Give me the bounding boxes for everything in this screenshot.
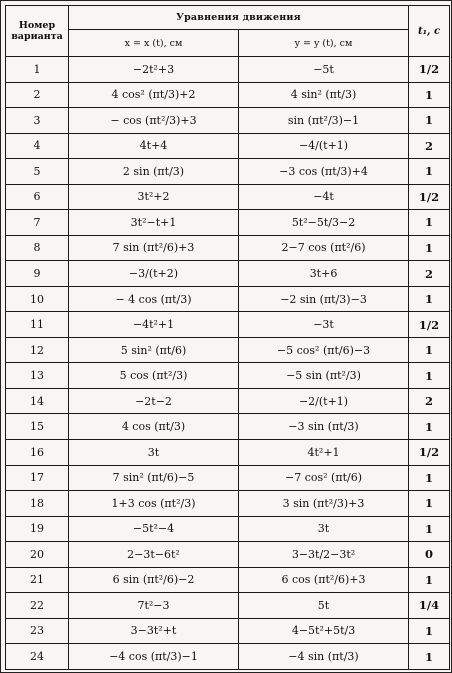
t1-cell: 1 <box>409 465 450 491</box>
table-row <box>6 159 450 185</box>
x-equation-cell: 4 cos² (πt/3)+2 <box>69 82 239 108</box>
t1-cell: 0 <box>409 542 450 568</box>
y-equation-cell: 2−7 cos (πt²/6) <box>239 235 409 261</box>
y-equation-cell: −3 cos (πt/3)+4 <box>239 159 409 185</box>
t1-cell: 1 <box>409 337 450 363</box>
table-row <box>6 210 450 236</box>
y-equation-cell: −4 sin (πt/3) <box>239 644 409 670</box>
variant-number-cell: 17 <box>6 465 69 491</box>
x-equation-cell: 6 sin (πt²/6)−2 <box>69 567 239 593</box>
y-equation-header: y = y (t), см <box>239 30 409 57</box>
t1-cell: 1 <box>409 210 450 236</box>
t1-cell: 1 <box>409 618 450 644</box>
table-row <box>6 57 450 83</box>
y-equation-cell: 5t²−5t/3−2 <box>239 210 409 236</box>
equations-header: Уравнения движения <box>69 6 409 30</box>
t1-cell: 1 <box>409 491 450 517</box>
t1-cell: 1 <box>409 414 450 440</box>
y-equation-cell: −4t <box>239 184 409 210</box>
x-equation-cell: −3/(t+2) <box>69 261 239 287</box>
table-row <box>6 312 450 338</box>
variant-number-cell: 13 <box>6 363 69 389</box>
y-equation-cell: 3 sin (πt²/3)+3 <box>239 491 409 517</box>
t1-header: t₁, с <box>409 6 450 57</box>
variant-number-cell: 23 <box>6 618 69 644</box>
x-equation-cell: −2t−2 <box>69 388 239 414</box>
t1-cell: 1/2 <box>409 312 450 338</box>
table-row <box>6 286 450 312</box>
y-equation-cell: 5t <box>239 593 409 619</box>
variant-number-cell: 19 <box>6 516 69 542</box>
subheader-row <box>6 30 450 57</box>
variant-header: Номер варианта <box>6 6 69 57</box>
variant-number-cell: 24 <box>6 644 69 670</box>
table-row <box>6 337 450 363</box>
x-equation-cell: 2−3t−6t² <box>69 542 239 568</box>
y-equation-cell: −2 sin (πt/3)−3 <box>239 286 409 312</box>
y-equation-cell: −5 sin (πt²/3) <box>239 363 409 389</box>
variant-number-cell: 16 <box>6 439 69 465</box>
table-row <box>6 465 450 491</box>
variant-number-cell: 20 <box>6 542 69 568</box>
variant-number-cell: 14 <box>6 388 69 414</box>
variant-number-cell: 1 <box>6 57 69 83</box>
table-row <box>6 567 450 593</box>
t1-cell: 2 <box>409 133 450 159</box>
x-equation-cell: − cos (πt²/3)+3 <box>69 108 239 134</box>
table-row <box>6 516 450 542</box>
table-row <box>6 593 450 619</box>
table-row <box>6 133 450 159</box>
t1-cell: 1 <box>409 286 450 312</box>
variant-number-cell: 12 <box>6 337 69 363</box>
t1-cell: 1/4 <box>409 593 450 619</box>
y-equation-cell: −4/(t+1) <box>239 133 409 159</box>
table-row <box>6 388 450 414</box>
variant-number-cell: 21 <box>6 567 69 593</box>
variant-number-cell: 6 <box>6 184 69 210</box>
variant-number-cell: 4 <box>6 133 69 159</box>
variant-number-cell: 3 <box>6 108 69 134</box>
x-equation-cell: − 4 cos (πt/3) <box>69 286 239 312</box>
table-row <box>6 439 450 465</box>
x-equation-cell: 7 sin² (πt/6)−5 <box>69 465 239 491</box>
table-row <box>6 108 450 134</box>
table-row <box>6 618 450 644</box>
x-equation-cell: 3t <box>69 439 239 465</box>
variant-number-cell: 7 <box>6 210 69 236</box>
y-equation-cell: −2/(t+1) <box>239 388 409 414</box>
t1-cell: 2 <box>409 388 450 414</box>
table-row <box>6 363 450 389</box>
header-row <box>6 6 450 30</box>
t1-cell: 1 <box>409 567 450 593</box>
t1-cell: 1 <box>409 159 450 185</box>
x-equation-cell: −4 cos (πt/3)−1 <box>69 644 239 670</box>
variant-number-cell: 18 <box>6 491 69 517</box>
table-body <box>6 57 450 670</box>
y-equation-cell: −5 cos² (πt/6)−3 <box>239 337 409 363</box>
y-equation-cell: −3 sin (πt/3) <box>239 414 409 440</box>
y-equation-cell: 4 sin² (πt/3) <box>239 82 409 108</box>
y-equation-cell: −3t <box>239 312 409 338</box>
x-equation-cell: 3t²−t+1 <box>69 210 239 236</box>
t1-cell: 2 <box>409 261 450 287</box>
motion-equations-table <box>5 5 450 670</box>
x-equation-cell: −4t²+1 <box>69 312 239 338</box>
table-row <box>6 414 450 440</box>
y-equation-cell: 3t+6 <box>239 261 409 287</box>
y-equation-cell: sin (πt²/3)−1 <box>239 108 409 134</box>
t1-cell: 1/2 <box>409 57 450 83</box>
t1-cell: 1/2 <box>409 184 450 210</box>
t1-cell: 1/2 <box>409 439 450 465</box>
y-equation-cell: 4−5t²+5t/3 <box>239 618 409 644</box>
t1-cell: 1 <box>409 644 450 670</box>
variant-number-cell: 10 <box>6 286 69 312</box>
x-equation-cell: 5 sin² (πt/6) <box>69 337 239 363</box>
t1-cell: 1 <box>409 108 450 134</box>
y-equation-cell: −7 cos² (πt/6) <box>239 465 409 491</box>
x-equation-cell: 4t+4 <box>69 133 239 159</box>
x-equation-cell: 5 cos (πt²/3) <box>69 363 239 389</box>
variant-number-cell: 8 <box>6 235 69 261</box>
table-row <box>6 491 450 517</box>
t1-cell: 1 <box>409 82 450 108</box>
variant-number-cell: 11 <box>6 312 69 338</box>
x-equation-cell: 4 cos (πt/3) <box>69 414 239 440</box>
table-row <box>6 184 450 210</box>
y-equation-cell: 3−3t/2−3t² <box>239 542 409 568</box>
variant-number-cell: 22 <box>6 593 69 619</box>
y-equation-cell: 4t²+1 <box>239 439 409 465</box>
x-equation-cell: 3−3t²+t <box>69 618 239 644</box>
table-row <box>6 261 450 287</box>
variant-number-cell: 15 <box>6 414 69 440</box>
x-equation-cell: 7t²−3 <box>69 593 239 619</box>
table-row <box>6 82 450 108</box>
y-equation-cell: −5t <box>239 57 409 83</box>
variant-number-cell: 9 <box>6 261 69 287</box>
x-equation-cell: −2t²+3 <box>69 57 239 83</box>
x-equation-cell: −5t²−4 <box>69 516 239 542</box>
t1-cell: 1 <box>409 235 450 261</box>
table-row <box>6 235 450 261</box>
table-row <box>6 542 450 568</box>
y-equation-cell: 6 cos (πt²/6)+3 <box>239 567 409 593</box>
t1-cell: 1 <box>409 363 450 389</box>
variant-number-cell: 2 <box>6 82 69 108</box>
x-equation-cell: 1+3 cos (πt²/3) <box>69 491 239 517</box>
x-equation-cell: 7 sin (πt²/6)+3 <box>69 235 239 261</box>
x-equation-header: x = x (t), см <box>69 30 239 57</box>
x-equation-cell: 3t²+2 <box>69 184 239 210</box>
x-equation-cell: 2 sin (πt/3) <box>69 159 239 185</box>
y-equation-cell: 3t <box>239 516 409 542</box>
table-row <box>6 644 450 670</box>
t1-cell: 1 <box>409 516 450 542</box>
variant-number-cell: 5 <box>6 159 69 185</box>
